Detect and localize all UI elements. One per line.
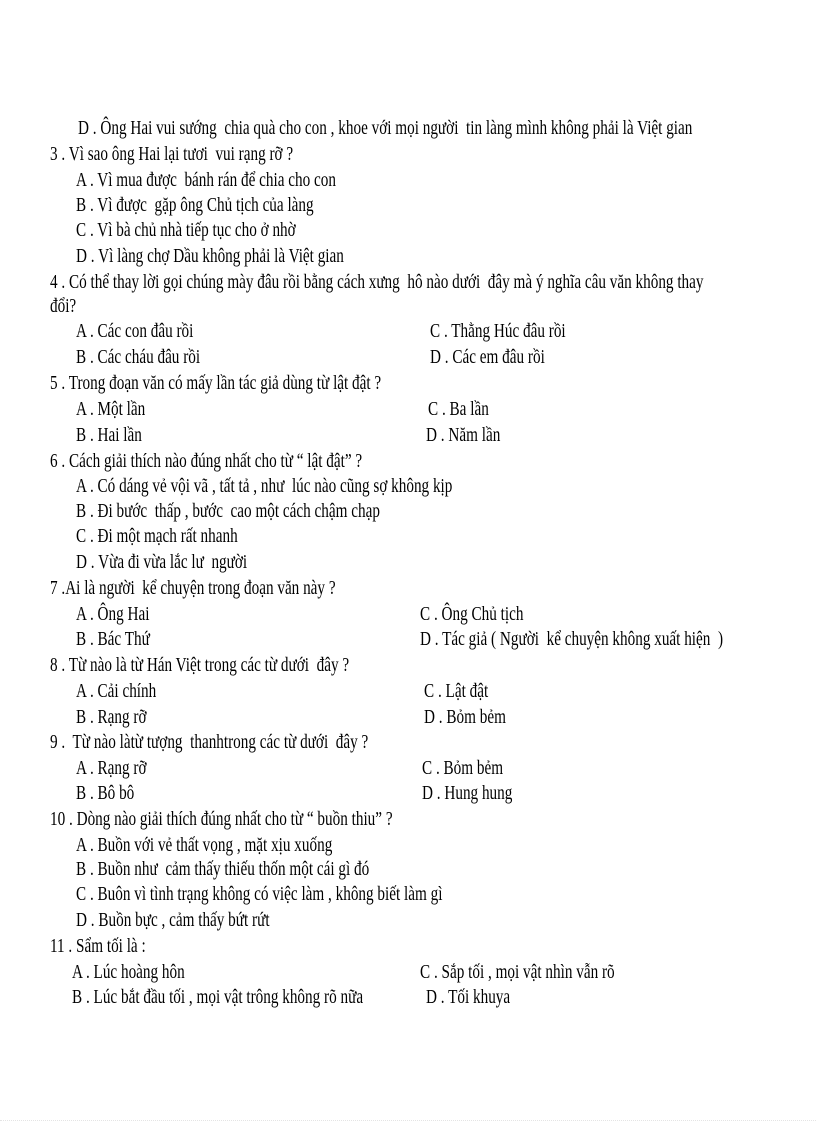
question-3-option-a: A . Vì mua được bánh rán để chia cho con [76,169,336,191]
question-6-stem: 6 . Cách giải thích nào đúng nhất cho từ “ lật đật” ? [50,450,363,472]
question-3-option-c: C . Vì bà chủ nhà tiếp tục cho ở nhờ [76,219,296,241]
question-11-stem: 11 . Sẩm tối là : [50,935,146,957]
question-11-option-c: C . Sắp tối , mọi vật nhìn vẫn rõ [420,961,615,983]
question-11-option-d: D . Tối khuya [426,986,511,1008]
question-10-option-c: C . Buôn vì tình trạng không có việc làm , không biết làm gì [76,883,443,905]
question-6-option-b: B . Đi bước thấp , bước cao một cách chậm chạp [76,500,380,522]
question-4-stem: 4 . Có thể thay lời gọi chúng mày đâu rồi bằng cách xưng hô nào dưới đây mà ý nghĩa câu văn không thay [50,271,704,293]
question-10-option-a: A . Buồn với vẻ thất vọng , mặt xịu xuống [76,834,333,856]
question-5-option-b: B . Hai lần [76,424,142,446]
question-10-option-b: B . Buồn như cảm thấy thiếu thốn một cái gì đó [76,858,370,880]
question-9-option-d: D . Hung hung [422,782,513,804]
question-5-option-c: C . Ba lần [428,398,489,420]
question-7-option-a: A . Ông Hai [76,603,150,625]
question-8-stem: 8 . Từ nào là từ Hán Việt trong các từ dưới đây ? [50,654,350,676]
question-11-option-a: A . Lúc hoàng hôn [72,961,185,983]
question-7-option-b: B . Bác Thứ [76,628,150,650]
question-6-option-d: D . Vừa đi vừa lắc lư người [76,551,248,573]
question-10-stem: 10 . Dòng nào giải thích đúng nhất cho từ “ buồn thiu” ? [50,808,393,830]
page-bottom-rule [0,1120,816,1121]
question-10-option-d: D . Buồn bực , cảm thấy bứt rứt [76,909,270,931]
question-6-option-a: A . Có dáng vẻ vội vã , tất tả , như lúc nào cũng sợ không kịp [76,475,453,497]
question-9-stem: 9 . Từ nào làtừ tượng thanhtrong các từ dưới đây ? [50,731,369,753]
question-9-option-c: C . Bỏm bẻm [422,757,504,779]
question-5-option-d: D . Năm lần [426,424,501,446]
question-5-stem: 5 . Trong đoạn văn có mấy lần tác giả dùng từ lật đật ? [50,372,382,394]
question-8-option-a: A . Cải chính [76,680,157,702]
question-6-option-c: C . Đi một mạch rất nhanh [76,525,238,547]
question-8-option-d: D . Bỏm bẻm [424,706,506,728]
question-4-option-a: A . Các con đâu rồi [76,320,194,342]
question-4-stem-cont: đổi? [50,295,77,317]
question-9-option-b: B . Bô bô [76,782,135,804]
question-5-option-a: A . Một lần [76,398,146,420]
q2-option-d: D . Ông Hai vui sướng chia quà cho con , khoe với mọi người tin làng mình không phải là Việt gian [78,117,693,139]
question-7-option-d: D . Tác giả ( Người kể chuyện không xuất hiện ) [420,628,724,650]
question-3-option-d: D . Vì làng chợ Dầu không phải là Việt gian [76,245,344,267]
question-9-option-a: A . Rạng rỡ [76,757,147,779]
question-8-option-c: C . Lật đật [424,680,489,702]
question-8-option-b: B . Rạng rỡ [76,706,147,728]
question-3-stem: 3 . Vì sao ông Hai lại tươi vui rạng rỡ ? [50,143,294,165]
question-3-option-b: B . Vì được gặp ông Chủ tịch của làng [76,194,314,216]
question-4-option-c: C . Thằng Húc đâu rồi [430,320,566,342]
question-11-option-b: B . Lúc bắt đầu tối , mọi vật trông không rõ nữa [72,986,364,1008]
question-4-option-d: D . Các em đâu rồi [430,346,545,368]
question-7-stem: 7 .Ai là người kể chuyện trong đoạn văn này ? [50,577,336,599]
question-4-option-b: B . Các cháu đâu rồi [76,346,201,368]
question-7-option-c: C . Ông Chủ tịch [420,603,524,625]
